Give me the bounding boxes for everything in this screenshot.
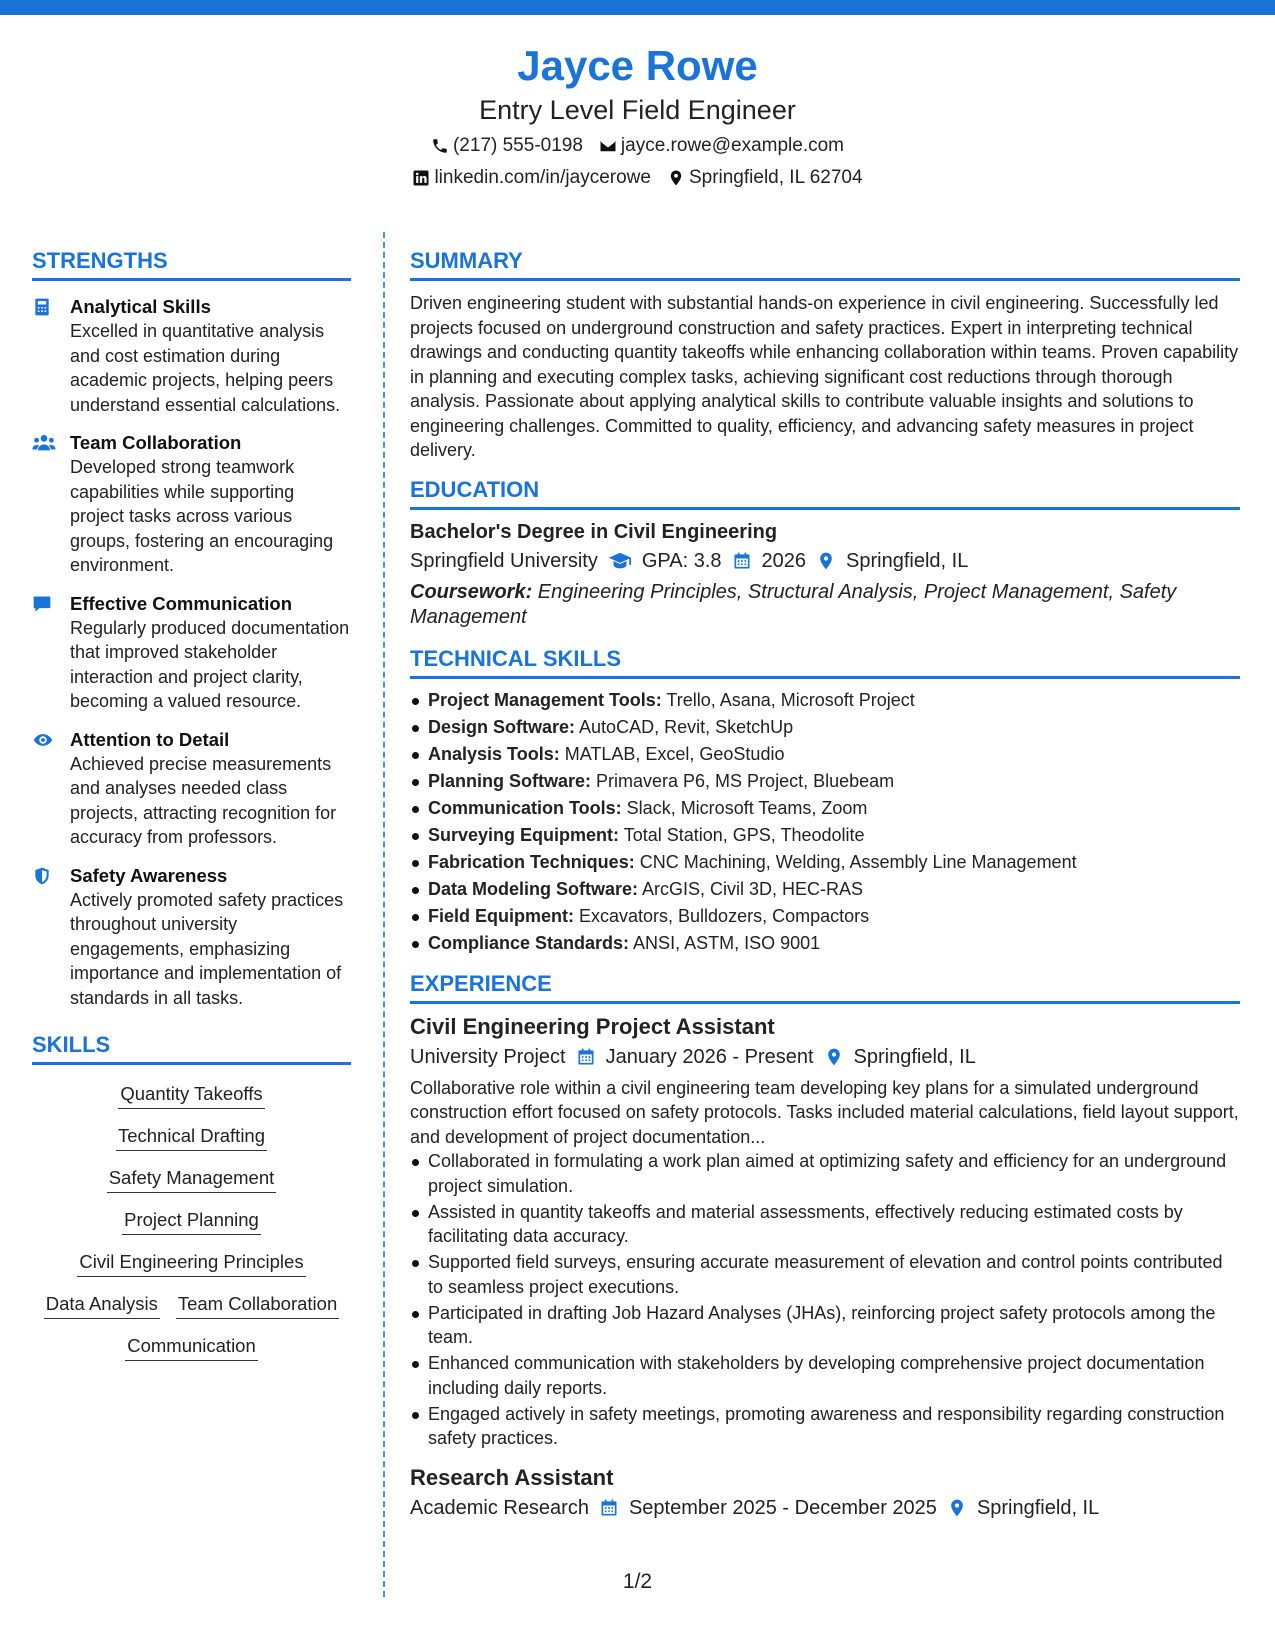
email-contact[interactable]	[599, 134, 844, 158]
map-pin-icon	[947, 1498, 967, 1518]
phone-text: (217) 555-0198	[452, 135, 583, 156]
users-icon	[32, 433, 56, 453]
location-text: Springfield, IL 62704	[688, 167, 863, 188]
list-item: Surveying Equipment: Total Station, GPS, Theodolite	[410, 822, 1240, 849]
job-title: Civil Engineering Project Assistant	[410, 1013, 775, 1039]
list-item: Planning Software: Primavera P6, MS Project, Bluebeam	[410, 768, 1240, 795]
shield-icon	[32, 866, 52, 886]
job-dates: January 2026 - Present	[605, 1045, 814, 1068]
list-item: Data Modeling Software: ArcGIS, Civil 3D, HEC-RAS	[410, 876, 1240, 903]
skills-tags	[32, 1081, 351, 1361]
email-text: jayce.rowe@example.com	[620, 135, 845, 156]
phone-contact[interactable]	[431, 134, 583, 158]
graduation-cap-icon	[608, 551, 632, 571]
calendar-icon	[732, 551, 752, 571]
skill-tag: Project Planning	[122, 1207, 261, 1235]
education-meta	[410, 546, 1240, 576]
list-item: Collaborated in formulating a work plan aimed at optimizing safety and efficiency for an underground project simulation.	[410, 1149, 1240, 1198]
list-item: Compliance Standards: ANSI, ASTM, ISO 9001	[410, 930, 1240, 957]
map-pin-icon	[824, 1047, 844, 1067]
strength-item	[32, 864, 351, 1011]
job-meta	[410, 1042, 1240, 1072]
job-dates: September 2025 - December 2025	[628, 1496, 937, 1519]
top-accent-bar	[0, 0, 1275, 15]
list-item: Communication Tools: Slack, Microsoft Teams, Zoom	[410, 795, 1240, 822]
job-bullets	[410, 1149, 1240, 1451]
skill-tag: Technical Drafting	[116, 1123, 267, 1151]
coursework	[410, 580, 1240, 630]
school-name: Springfield University	[410, 549, 598, 572]
contact-row-2	[0, 166, 1275, 190]
technical-skills-heading: TECHNICAL SKILLS	[410, 644, 1240, 679]
list-item: Analysis Tools: MATLAB, Excel, GeoStudio	[410, 741, 1240, 768]
skill-tag: Quantity Takeoffs	[118, 1081, 264, 1109]
list-item: Fabrication Techniques: CNC Machining, Welding, Assembly Line Management	[410, 849, 1240, 876]
school-location: Springfield, IL	[846, 549, 969, 572]
comment-icon	[32, 594, 52, 614]
right-column	[410, 246, 1240, 1523]
job-meta	[410, 1493, 1240, 1523]
strength-title: Team Collaboration	[70, 432, 242, 453]
skill-tag: Data Analysis	[44, 1291, 160, 1319]
envelope-icon	[599, 137, 617, 155]
strength-title: Effective Communication	[70, 592, 293, 614]
linkedin-icon	[412, 169, 430, 187]
list-item: Supported field surveys, ensuring accurate measurement of elevation and control points contributed to seamless project executions.	[410, 1250, 1240, 1299]
skill-tag: Safety Management	[107, 1165, 277, 1193]
strengths-heading: STRENGTHS	[32, 246, 351, 281]
contact-row-1	[0, 134, 1275, 158]
coursework-list: Engineering Principles, Structural Analysis, Project Management, Safety Management	[410, 580, 1177, 628]
map-pin-icon	[667, 169, 685, 187]
list-item: Project Management Tools: Trello, Asana, Microsoft Project	[410, 687, 1240, 714]
list-item: Assisted in quantity takeoffs and material assessments, effectively reducing estimated costs by facilitating data accuracy.	[410, 1200, 1240, 1249]
resume-header	[0, 40, 1275, 190]
job-description: Collaborative role within a civil engineering team developing key plans for a simulated underground construction effort focused on safety protocols. Tasks included material calculations, field layout support, and development of project documentation...	[410, 1077, 1239, 1147]
gpa-text: GPA: 3.8	[641, 549, 722, 572]
strength-desc: Developed strong teamwork capabilities while supporting project tasks across various groups, fostering an encouraging environment.	[70, 457, 334, 575]
calculator-icon	[32, 297, 52, 317]
candidate-name: Jayce Rowe	[517, 42, 758, 89]
job-location: Springfield, IL	[853, 1045, 976, 1068]
phone-icon	[431, 137, 449, 155]
eye-icon	[32, 730, 54, 750]
experience-heading: EXPERIENCE	[410, 969, 1240, 1004]
strength-desc: Excelled in quantitative analysis and cost estimation during academic projects, helping peers understand essential calculations.	[70, 321, 341, 415]
column-divider	[383, 232, 385, 1597]
job-org: University Project	[410, 1045, 566, 1068]
strength-title: Analytical Skills	[70, 296, 211, 317]
list-item: Participated in drafting Job Hazard Analyses (JHAs), reinforcing project safety protocols among the team.	[410, 1301, 1240, 1350]
page-number: 1/2	[622, 1570, 653, 1593]
list-item: Engaged actively in safety meetings, promoting awareness and responsibility regarding construction safety practices.	[410, 1402, 1240, 1451]
skill-tag: Team Collaboration	[176, 1291, 339, 1319]
strength-item	[32, 592, 351, 714]
calendar-icon	[599, 1498, 619, 1518]
coursework-label: Coursework:	[410, 580, 533, 603]
skill-tag: Civil Engineering Principles	[77, 1249, 305, 1277]
job-title-header: Entry Level Field Engineer	[479, 95, 796, 125]
left-column	[32, 246, 351, 1375]
list-item: Enhanced communication with stakeholders by developing comprehensive project documentation including daily reports.	[410, 1351, 1240, 1400]
strength-item	[32, 728, 351, 850]
calendar-icon	[576, 1047, 596, 1067]
job-location: Springfield, IL	[976, 1496, 1100, 1519]
job-title: Research Assistant	[410, 1464, 614, 1490]
degree-title: Bachelor's Degree in Civil Engineering	[410, 520, 778, 543]
skill-tag: Communication	[125, 1333, 258, 1361]
strength-item	[32, 295, 351, 417]
linkedin-text: linkedin.com/in/jaycerowe	[434, 167, 651, 188]
location-contact	[667, 166, 863, 190]
linkedin-contact[interactable]	[412, 166, 651, 190]
technical-skills-list	[410, 687, 1240, 957]
strength-desc: Achieved precise measurements and analyses needed class projects, attracting recognition for accuracy from professors.	[70, 753, 337, 847]
education-heading: EDUCATION	[410, 475, 1240, 510]
strength-desc: Actively promoted safety practices throughout university engagements, emphasizing importance and implementation of standards in all tasks.	[70, 889, 344, 1008]
graduation-year: 2026	[761, 549, 807, 572]
job-org: Academic Research	[410, 1496, 589, 1519]
map-pin-icon	[816, 551, 836, 571]
strength-desc: Regularly produced documentation that improved stakeholder interaction and project clarity, becoming a valued resource.	[70, 617, 350, 711]
list-item: Design Software: AutoCAD, Revit, SketchUp	[410, 714, 1240, 741]
list-item: Field Equipment: Excavators, Bulldozers, Compactors	[410, 903, 1240, 930]
summary-heading: SUMMARY	[410, 246, 1240, 281]
strength-title: Safety Awareness	[70, 864, 228, 886]
skills-heading: SKILLS	[32, 1030, 351, 1065]
summary-text: Driven engineering student with substantial hands-on experience in civil engineering. Successfully led projects focused on underground construction and safety practices. Expert in interpreting technical drawings and conducting quantity takeoffs while enhancing collaboration within teams. Proven capability in planning and executing complex tasks, achieving significant cost reductions through thorough analysis. Passionate about applying analytical skills to contribute valuable insights and solutions to engineering challenges. Committed to quality, efficiency, and advancing safety measures in project delivery.	[410, 293, 1239, 460]
strength-title: Attention to Detail	[70, 728, 230, 750]
strength-item	[32, 431, 351, 578]
